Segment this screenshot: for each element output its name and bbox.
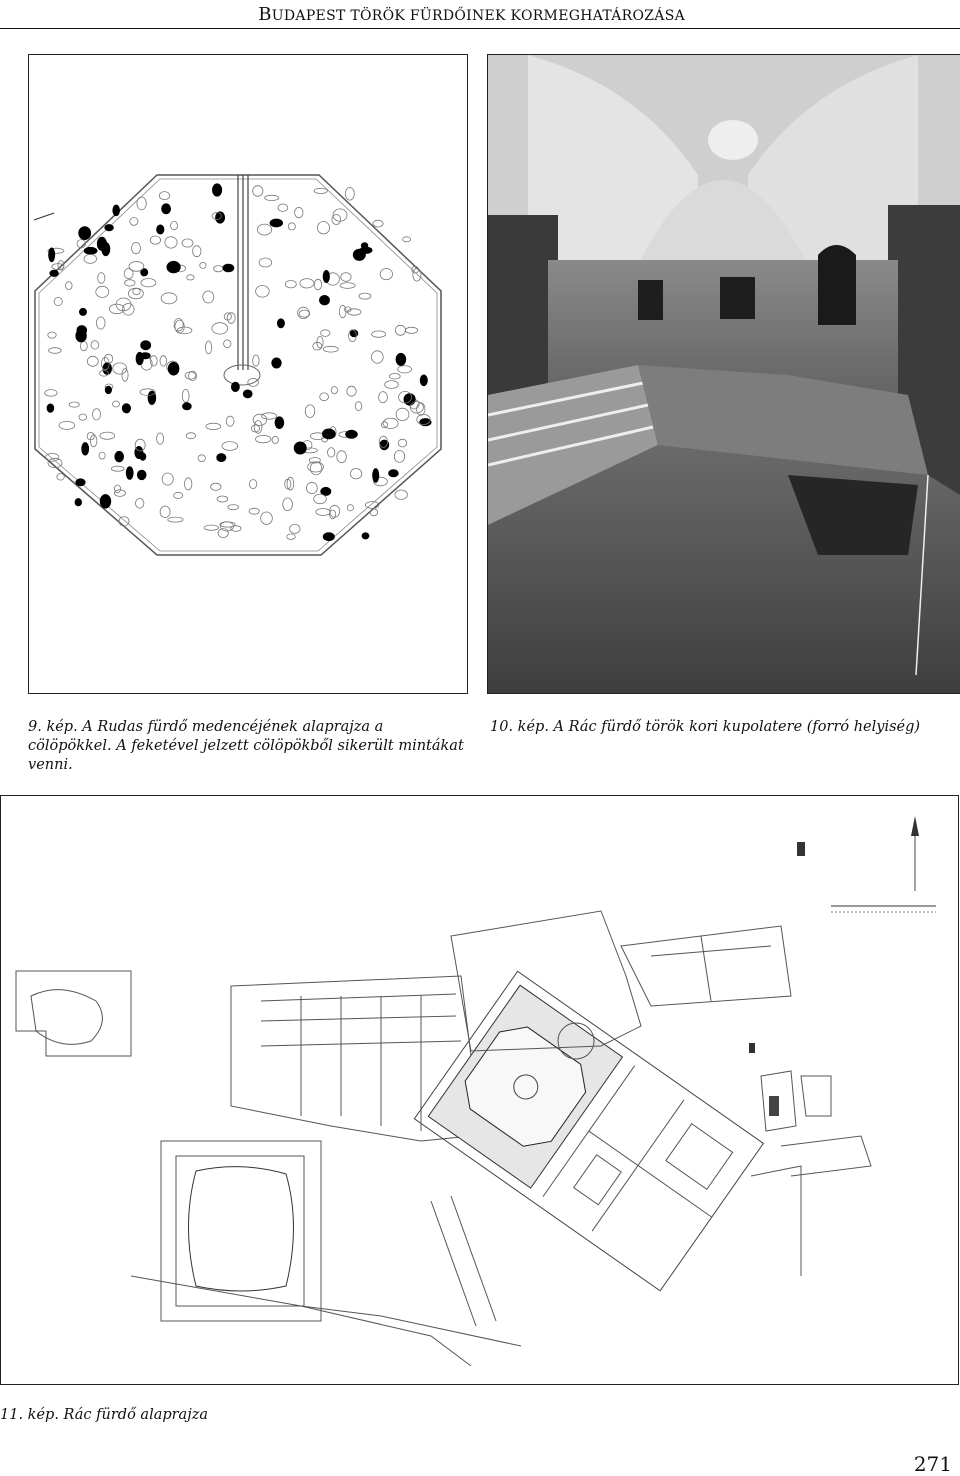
sampled-pile: [82, 443, 89, 456]
sampled-pile: [113, 205, 120, 216]
sampled-pile: [50, 270, 59, 276]
figure-10-caption: 10. kép. A Rác fürdő török kori kupolatere (forró helyiség): [490, 719, 921, 735]
figure-11-caption: 11. kép. Rác fürdő alaprajza: [0, 1407, 208, 1423]
sampled-pile: [272, 358, 282, 368]
pile: [403, 237, 411, 242]
sampled-pile: [362, 533, 369, 539]
sampled-pile: [105, 225, 114, 231]
sampled-pile: [231, 382, 239, 392]
sampled-pile: [270, 219, 283, 227]
sampled-pile: [404, 394, 415, 406]
sampled-pile: [122, 404, 130, 413]
sampled-pile: [389, 470, 399, 477]
sampled-pile: [76, 479, 85, 486]
sampled-pile: [75, 499, 82, 506]
figure-9-caption: 9. kép. A Rudas fürdő medencéjének alaprajza a cölöpökkel. A feketével jelzett cölöpökből sikerült mintákat venni.: [28, 719, 464, 773]
dome-hall-photo: [488, 55, 960, 693]
sampled-pile: [79, 308, 86, 315]
sampled-pile: [294, 442, 306, 454]
sampled-pile: [97, 237, 106, 250]
sampled-pile: [126, 467, 133, 480]
running-header: BUDAPEST TÖRÖK FÜRDŐINEK KORMEGHATÁROZÁSA: [258, 4, 685, 25]
figure-10-dome-photo: [487, 54, 960, 694]
header-rule: [0, 28, 960, 29]
sampled-pile: [162, 204, 171, 214]
sampled-pile: [137, 470, 146, 480]
sampled-pile: [79, 227, 91, 240]
page-number: 271: [913, 1452, 952, 1476]
sampled-pile: [100, 495, 111, 509]
figure-9-pile-plan: [28, 54, 468, 694]
sampled-pile: [157, 225, 164, 234]
sampled-pile: [243, 390, 252, 398]
sampled-pile: [373, 469, 379, 483]
sampled-pile: [322, 429, 335, 439]
sampled-pile: [167, 261, 180, 273]
sampled-pile: [346, 430, 358, 438]
sampled-pile: [396, 353, 406, 365]
sampled-pile: [105, 386, 111, 394]
sampled-pile: [223, 264, 234, 272]
pile: [373, 220, 383, 227]
sampled-pile: [76, 329, 87, 342]
sampled-pile: [84, 247, 97, 254]
sampled-pile: [277, 319, 284, 328]
pile: [345, 188, 354, 201]
pile-plan-drawing: [29, 55, 467, 693]
sampled-pile: [183, 403, 192, 410]
sampled-pile: [320, 295, 330, 305]
pile: [395, 490, 407, 499]
pile: [370, 509, 377, 516]
sampled-pile: [323, 270, 329, 282]
sampled-pile: [115, 451, 124, 462]
sampled-pile: [49, 248, 55, 262]
sampled-pile: [217, 454, 226, 462]
site-plan-drawing: [1, 796, 958, 1384]
pile: [57, 474, 64, 481]
sampled-pile: [141, 341, 151, 350]
sampled-pile: [136, 352, 143, 365]
sampled-pile: [168, 362, 179, 375]
sampled-pile: [360, 247, 372, 253]
sampled-pile: [420, 375, 427, 386]
sampled-pile: [47, 404, 54, 412]
sampled-pile: [275, 417, 284, 429]
sampled-pile: [323, 533, 334, 541]
sampled-pile: [212, 184, 221, 196]
figure-11-site-plan: [0, 795, 959, 1385]
sampled-pile: [140, 453, 146, 460]
